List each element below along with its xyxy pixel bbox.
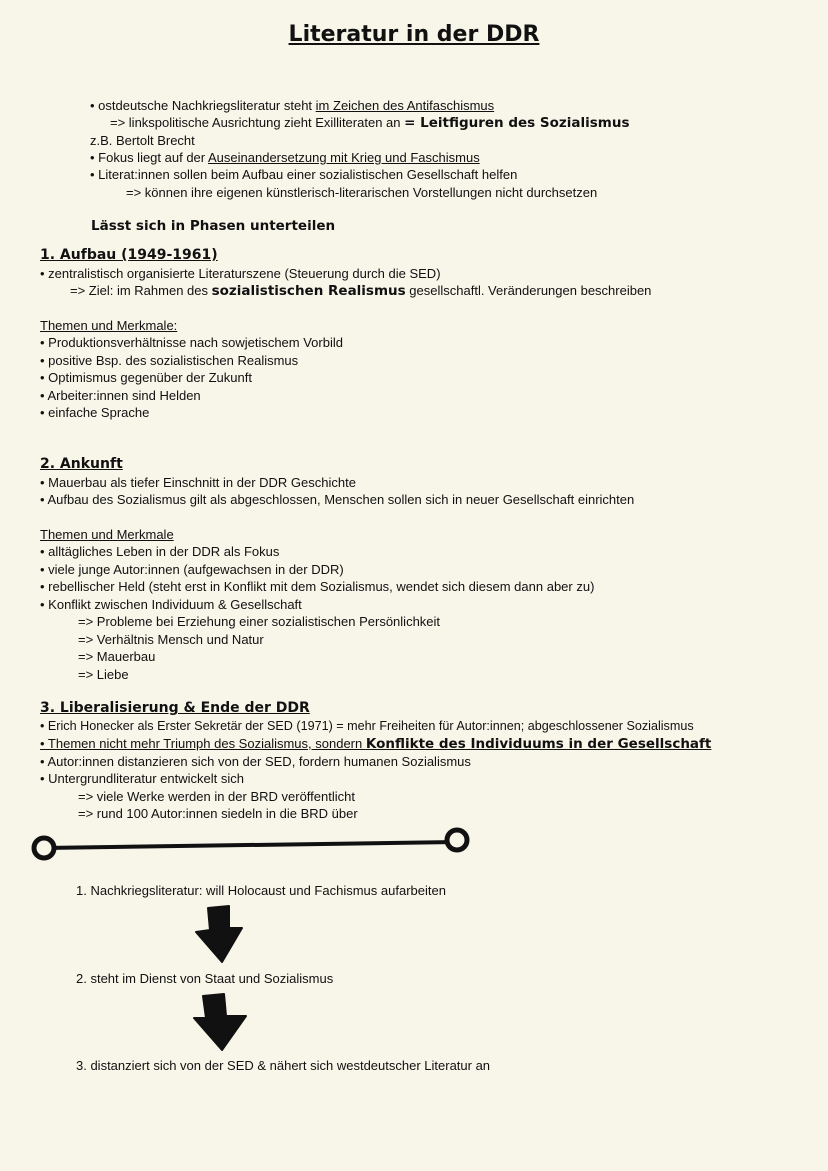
phase3-line-1: • Erich Honecker als Erster Sekretär der SED (1971) = mehr Freiheiten für Autor:innen; abgeschlossener Sozialismus xyxy=(40,719,694,733)
list-item: • viele junge Autor:innen (aufgewachsen in der DDR) xyxy=(40,562,344,577)
intro-underlined: Auseinandersetzung mit Krieg und Faschismus xyxy=(208,150,480,165)
phase3-heading: 3. Liberalisierung & Ende der DDR xyxy=(40,700,310,716)
flow-step-3: 3. distanziert sich von der SED & nähert sich westdeutscher Literatur an xyxy=(76,1058,491,1073)
list-item: • Konflikt zwischen Individuum & Gesellschaft xyxy=(40,597,302,612)
phase3-line-3: • Autor:innen distanzieren sich von der SED, fordern humanen Sozialismus xyxy=(40,754,471,769)
intro-bold: = Leitfiguren des Sozialismus xyxy=(404,115,630,131)
phase1-themes-label: Themen und Merkmale: xyxy=(40,318,178,333)
list-item: • Arbeiter:innen sind Helden xyxy=(40,388,201,403)
phase2-line-1: • Mauerbau als tiefer Einschnitt in der DDR Geschichte xyxy=(40,475,356,490)
list-item: • Optimismus gegenüber der Zukunft xyxy=(40,370,252,385)
sub-item: => Probleme bei Erziehung einer sozialistischen Persönlichkeit xyxy=(78,614,441,629)
phase3-underlined: • Themen nicht mehr Triumph des Sozialismus, sondern xyxy=(40,736,366,751)
sub-item: => Liebe xyxy=(78,667,129,682)
intro-underlined: im Zeichen des Antifaschismus xyxy=(315,98,495,113)
intro-line-3: z.B. Bertolt Brecht xyxy=(90,133,195,148)
list-item: • einfache Sprache xyxy=(40,405,150,420)
phase2-line-2: • Aufbau des Sozialismus gilt als abgeschlossen, Menschen sollen sich in neuer Gesellschaft einrichten xyxy=(40,492,635,507)
flow-step-2: 2. steht im Dienst von Staat und Sozialismus xyxy=(76,971,334,986)
list-item: • rebellischer Held (steht erst in Konflikt mit dem Sozialismus, wendet sich diesem dann aber zu) xyxy=(40,579,595,594)
phase1-heading: 1. Aufbau (1949-1961) xyxy=(40,247,218,263)
timeline-end-circle xyxy=(447,830,467,850)
phase2-themes-label: Themen und Merkmale xyxy=(40,527,174,542)
flow-step-1: 1. Nachkriegsliteratur: will Holocaust und Fachismus aufarbeiten xyxy=(76,883,446,898)
list-item: • alltägliches Leben in der DDR als Fokus xyxy=(40,544,280,559)
list-item: • positive Bsp. des sozialistischen Realismus xyxy=(40,353,299,368)
intro-line-5: • Literat:innen sollen beim Aufbau einer sozialistischen Gesellschaft helfen xyxy=(90,167,518,182)
intro-text: • Fokus liegt auf der xyxy=(90,150,209,165)
sub-item: => Mauerbau xyxy=(78,649,156,664)
phase1-bold: sozialistischen Realismus xyxy=(211,283,406,299)
phases-note: Lässt sich in Phasen unterteilen xyxy=(91,218,336,234)
arrow-down-icon xyxy=(196,906,242,962)
phase1-text: => Ziel: im Rahmen des xyxy=(70,283,212,298)
intro-line-6: => können ihre eigenen künstlerisch-literarischen Vorstellungen nicht durchsetzen xyxy=(126,185,598,200)
intro-text: • ostdeutsche Nachkriegsliteratur steht xyxy=(90,98,316,113)
phase3-bold: Konflikte des Individuums in der Gesellschaft xyxy=(365,736,712,752)
intro-text: => linkspolitische Ausrichtung zieht Exilliteraten an xyxy=(110,115,405,130)
timeline-bar xyxy=(34,830,467,858)
phase1-text: gesellschaftl. Veränderungen beschreiben xyxy=(405,283,652,298)
timeline-start-circle xyxy=(34,838,54,858)
sub-item: => viele Werke werden in der BRD veröffentlicht xyxy=(78,789,355,804)
arrow-down-icon xyxy=(194,994,246,1050)
phase2-heading: 2. Ankunft xyxy=(40,456,123,472)
phase3-line-4: • Untergrundliteratur entwickelt sich xyxy=(40,771,244,786)
list-item: • Produktionsverhältnisse nach sowjetischem Vorbild xyxy=(40,335,343,350)
page-title: Literatur in der DDR xyxy=(288,22,540,47)
sub-item: => Verhältnis Mensch und Natur xyxy=(78,632,264,647)
phase1-line-1: • zentralistisch organisierte Literaturszene (Steuerung durch die SED) xyxy=(40,266,441,281)
sub-item: => rund 100 Autor:innen siedeln in die BRD über xyxy=(78,806,358,821)
